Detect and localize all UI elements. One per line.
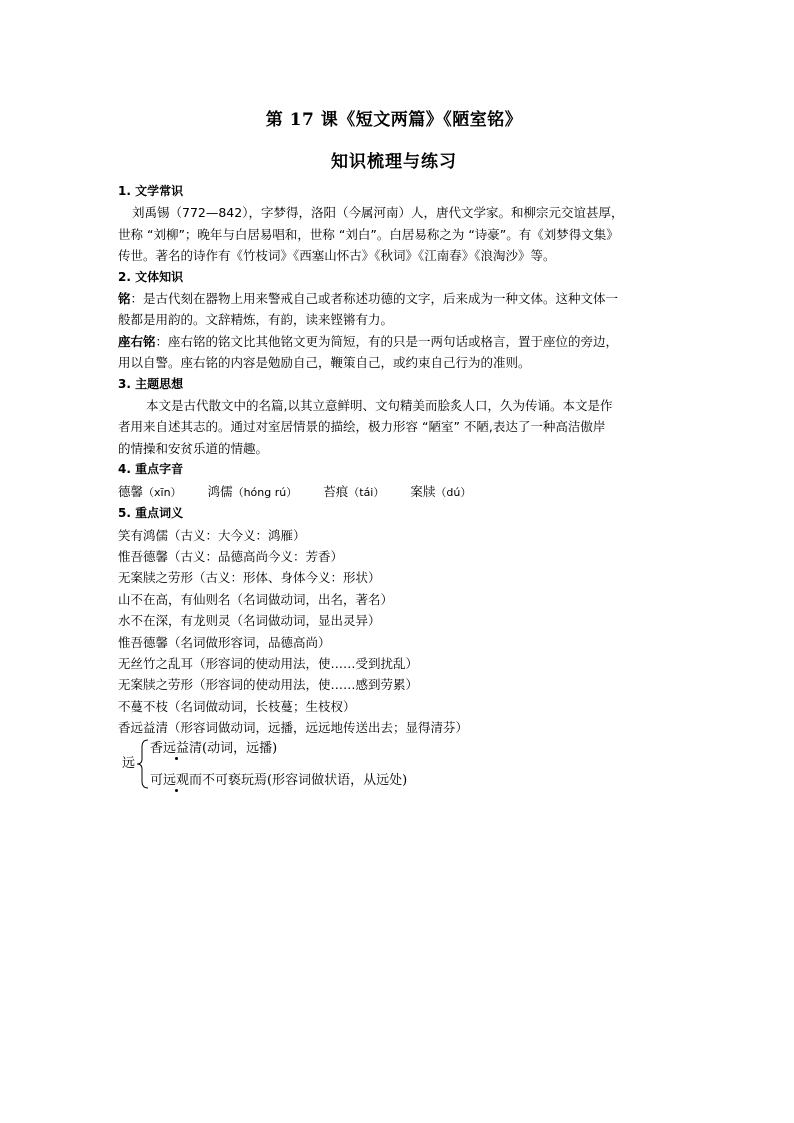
- section-heading-theme: 3. 主题思想: [118, 376, 184, 391]
- section-heading-genre: 2. 文体知识: [118, 269, 184, 284]
- vocab-line: 山不在高，有仙则名（名词做动词，出名，著名）: [118, 591, 394, 607]
- section-heading-literary: 1. 文学常识: [118, 184, 184, 198]
- definition-zuoyouming: [118, 331, 688, 352]
- section-heading-vocabulary: 5. 重点词义: [118, 506, 184, 521]
- definition-ming: [118, 288, 688, 309]
- left-brace-icon: [136, 739, 150, 789]
- section-heading-pronunciation: 4. 重点字音: [118, 462, 184, 477]
- term-zuoyouming: 座右铭: [118, 333, 156, 349]
- pron-word: 苔痕: [323, 483, 349, 499]
- brace-key-character: 远: [122, 756, 136, 771]
- term-ming: 铭: [118, 291, 131, 307]
- paragraph-line: 刘禹锡（772—842），字梦得，洛阳（今属河南）人，唐代文学家。和柳宗元交谊甚厚，: [132, 205, 624, 221]
- pron-word: 德馨: [118, 483, 144, 499]
- definition-text: ：是古代刻在器物上用来警戒自己或者称述功德的文字，后来成为一种文体。这种文体一: [130, 291, 619, 307]
- paragraph-line: 用以自警。座右铭的内容是勉励自己，鞭策自己，或约束自己行为的准则。: [118, 355, 531, 371]
- emphasis-dot: [175, 757, 178, 760]
- paragraph-line: 本文是古代散文中的名篇,以其立意鲜明、文句精美而脍炙人口，久为传诵。本文是作: [146, 398, 613, 414]
- paragraph-line: 传世。著名的诗作有《竹枝词》《西塞山怀古》《秋词》《江南春》《浪淘沙》等。: [118, 248, 556, 264]
- brace-line-1: 香远益清(动词，远播): [150, 741, 278, 756]
- vocab-line: 不蔓不枝（名词做动词，长枝蔓；生枝杈）: [118, 698, 356, 714]
- vocab-line: 无丝竹之乱耳（形容词的使动用法，使……受到扰乱）: [118, 655, 419, 671]
- vocab-line: 惟吾德馨（古义：品德高尚今义：芳香）: [118, 548, 344, 564]
- pron-word: 鸿儒: [207, 483, 233, 499]
- pron-pinyin: （dú）: [435, 485, 472, 499]
- pron-word: 案牍: [410, 483, 436, 499]
- document-body: [118, 181, 688, 739]
- paragraph-line: 者用来自述其志的。通过对室居情景的描绘，极力形容 “陋室” 不陋,表达了一种高洁傲岸: [118, 419, 606, 435]
- page-title: 第 17 课《短文两篇》《陋室铭》: [265, 110, 523, 130]
- page-subtitle: 知识梳理与练习: [331, 152, 457, 172]
- vocab-line: 惟吾德馨（名词做形容词，品德高尚）: [118, 634, 331, 650]
- definition-text: ：座右铭的铭文比其他铭文更为简短，有的只是一两句话或格言，置于座位的旁边，: [155, 333, 619, 349]
- vocab-line: 无案牍之劳形（形容词的使动用法，使……感到劳累）: [118, 677, 419, 693]
- pron-pinyin: （tái）: [348, 485, 385, 499]
- polysemy-brace-diagram: [118, 737, 518, 797]
- emphasis-dot: [175, 789, 178, 792]
- paragraph-line: 世称 “刘柳”；晚年与白居易唱和，世称 “刘白”。白居易称之为 “诗豪”。有《刘梦得文集》: [118, 226, 619, 242]
- pron-pinyin: （hóng rú）: [232, 485, 298, 499]
- brace-line-2: 可远观而不可亵玩焉(形容词做状语，从远处): [150, 773, 408, 788]
- vocab-line: 香远益清（形容词做动词，远播，远远地传送出去；显得清芬）: [118, 720, 469, 736]
- vocab-line: 无案牍之劳形（古义：形体、身体今义：形状）: [118, 570, 381, 586]
- vocab-line: 笑有鸿儒（古义：大今义：鸿雁）: [118, 527, 306, 543]
- pronunciation-list: [118, 481, 688, 503]
- paragraph-line: 般都是用韵的。文辞精炼，有韵，读来铿锵有力。: [118, 312, 394, 328]
- paragraph-line: 的情操和安贫乐道的情趣。: [118, 440, 269, 456]
- pron-pinyin: （xīn）: [143, 485, 182, 499]
- vocab-line: 水不在深，有龙则灵（名词做动词，显出灵异）: [118, 613, 381, 629]
